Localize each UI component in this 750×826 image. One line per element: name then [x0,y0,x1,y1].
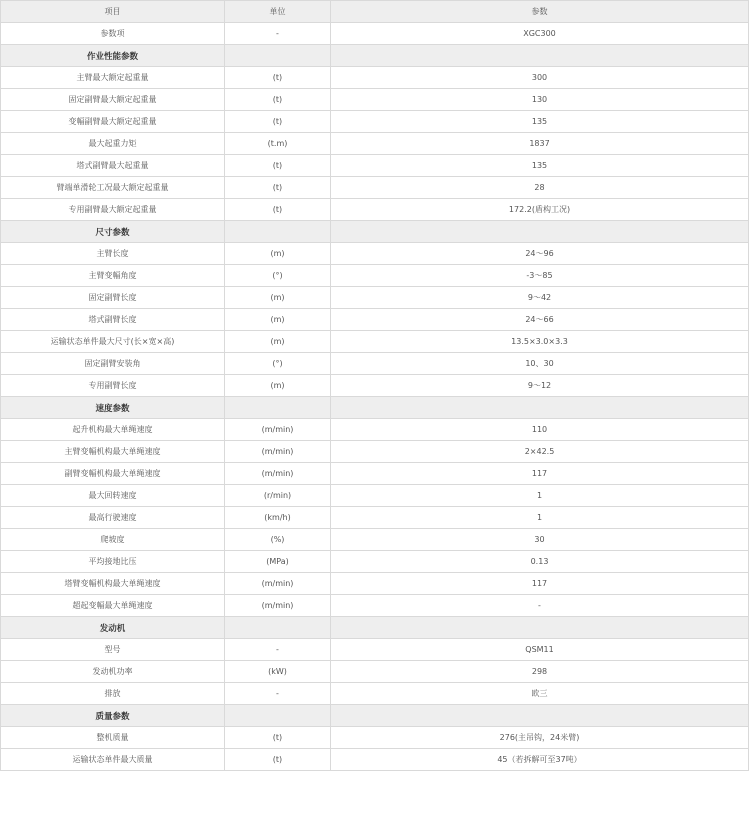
row-value: - [331,595,749,617]
table-row [1,23,749,45]
row-item: 专用副臂最大额定起重量 [1,199,225,221]
header-param: 参数 [331,1,749,23]
header-row [1,1,749,23]
row-unit: (m/min) [225,419,331,441]
row-item: 参数项 [1,23,225,45]
table-row [1,573,749,595]
row-item: 平均接地比压 [1,551,225,573]
row-item: 塔式副臂长度 [1,309,225,331]
row-unit: - [225,683,331,705]
row-item: 发动机功率 [1,661,225,683]
section-title: 质量参数 [1,705,225,727]
row-item: 专用副臂长度 [1,375,225,397]
row-value: 30 [331,529,749,551]
row-item: 最高行驶速度 [1,507,225,529]
row-unit: (m) [225,375,331,397]
section-title: 作业性能参数 [1,45,225,67]
row-unit: (t) [225,155,331,177]
row-item: 塔式副臂最大起重量 [1,155,225,177]
row-item: 整机质量 [1,727,225,749]
section-header-dimensions [1,221,749,243]
row-value: 298 [331,661,749,683]
row-unit: (MPa) [225,551,331,573]
row-value: 117 [331,463,749,485]
row-unit: (m/min) [225,595,331,617]
table-row [1,331,749,353]
section-title: 发动机 [1,617,225,639]
row-item: 主臂变幅机构最大单绳速度 [1,441,225,463]
row-unit: (t.m) [225,133,331,155]
row-unit: (m) [225,243,331,265]
header-unit: 单位 [225,1,331,23]
table-row [1,551,749,573]
table-row [1,463,749,485]
row-item: 爬坡度 [1,529,225,551]
row-item: 副臂变幅机构最大单绳速度 [1,463,225,485]
row-unit: (m/min) [225,463,331,485]
row-unit: (°) [225,265,331,287]
row-item: 臂端单滑轮工况最大额定起重量 [1,177,225,199]
row-value: 1 [331,485,749,507]
table-row [1,89,749,111]
row-item: 起升机构最大单绳速度 [1,419,225,441]
table-row [1,177,749,199]
row-unit: (m/min) [225,441,331,463]
row-item: 塔臂变幅机构最大单绳速度 [1,573,225,595]
table-row [1,199,749,221]
row-value: 13.5×3.0×3.3 [331,331,749,353]
row-value: 28 [331,177,749,199]
table-row [1,683,749,705]
table-row [1,507,749,529]
row-unit: (m) [225,309,331,331]
section-header-performance [1,45,749,67]
row-value: 24～66 [331,309,749,331]
row-unit: (t) [225,89,331,111]
row-value: 117 [331,573,749,595]
table-row [1,155,749,177]
table-row [1,529,749,551]
row-value: 276(主吊钩，24米臂) [331,727,749,749]
table-row [1,133,749,155]
row-unit: (r/min) [225,485,331,507]
header-item: 项目 [1,1,225,23]
row-item: 型号 [1,639,225,661]
row-unit: (m) [225,331,331,353]
row-value: 10、30 [331,353,749,375]
section-header-speed [1,397,749,419]
row-item: 主臂最大额定起重量 [1,67,225,89]
row-unit: (t) [225,727,331,749]
row-value: 欧三 [331,683,749,705]
row-item: 主臂变幅角度 [1,265,225,287]
section-title: 尺寸参数 [1,221,225,243]
row-value: 2×42.5 [331,441,749,463]
row-item: 超起变幅最大单绳速度 [1,595,225,617]
row-item: 排放 [1,683,225,705]
table-row [1,727,749,749]
row-item: 最大回转速度 [1,485,225,507]
row-unit: (kW) [225,661,331,683]
table-row [1,639,749,661]
row-unit: (%) [225,529,331,551]
row-value: 1 [331,507,749,529]
table-row [1,67,749,89]
row-value: -3～85 [331,265,749,287]
table-row [1,353,749,375]
row-item: 变幅副臂最大额定起重量 [1,111,225,133]
row-unit: (m) [225,287,331,309]
row-value: 45（若拆解可至37吨） [331,749,749,771]
section-header-mass [1,705,749,727]
row-unit: - [225,23,331,45]
table-row [1,441,749,463]
row-unit: (t) [225,67,331,89]
row-unit: (t) [225,111,331,133]
table-row [1,419,749,441]
row-item: 最大起重力矩 [1,133,225,155]
row-unit: (t) [225,199,331,221]
table-row [1,287,749,309]
section-header-engine [1,617,749,639]
row-unit: (km/h) [225,507,331,529]
row-item: 固定副臂最大额定起重量 [1,89,225,111]
row-value: 0.13 [331,551,749,573]
table-row [1,243,749,265]
row-value: XGC300 [331,23,749,45]
row-unit: (t) [225,749,331,771]
row-value: 24～96 [331,243,749,265]
row-item: 主臂长度 [1,243,225,265]
row-value: 300 [331,67,749,89]
table-row [1,749,749,771]
row-value: 172.2(盾构工况) [331,199,749,221]
row-value: 9～12 [331,375,749,397]
row-item: 运输状态单件最大尺寸(长×宽×高) [1,331,225,353]
table-row [1,309,749,331]
row-unit: (m/min) [225,573,331,595]
table-row [1,265,749,287]
row-value: 9～42 [331,287,749,309]
row-unit: (t) [225,177,331,199]
section-title: 速度参数 [1,397,225,419]
table-row [1,375,749,397]
table-row [1,485,749,507]
table-row [1,111,749,133]
row-unit: - [225,639,331,661]
table-row [1,661,749,683]
row-value: 110 [331,419,749,441]
row-value: 135 [331,155,749,177]
row-item: 固定副臂长度 [1,287,225,309]
row-value: 135 [331,111,749,133]
table-row [1,595,749,617]
row-item: 运输状态单件最大质量 [1,749,225,771]
row-value: 1837 [331,133,749,155]
row-unit: (°) [225,353,331,375]
row-value: QSM11 [331,639,749,661]
row-value: 130 [331,89,749,111]
row-item: 固定副臂安装角 [1,353,225,375]
